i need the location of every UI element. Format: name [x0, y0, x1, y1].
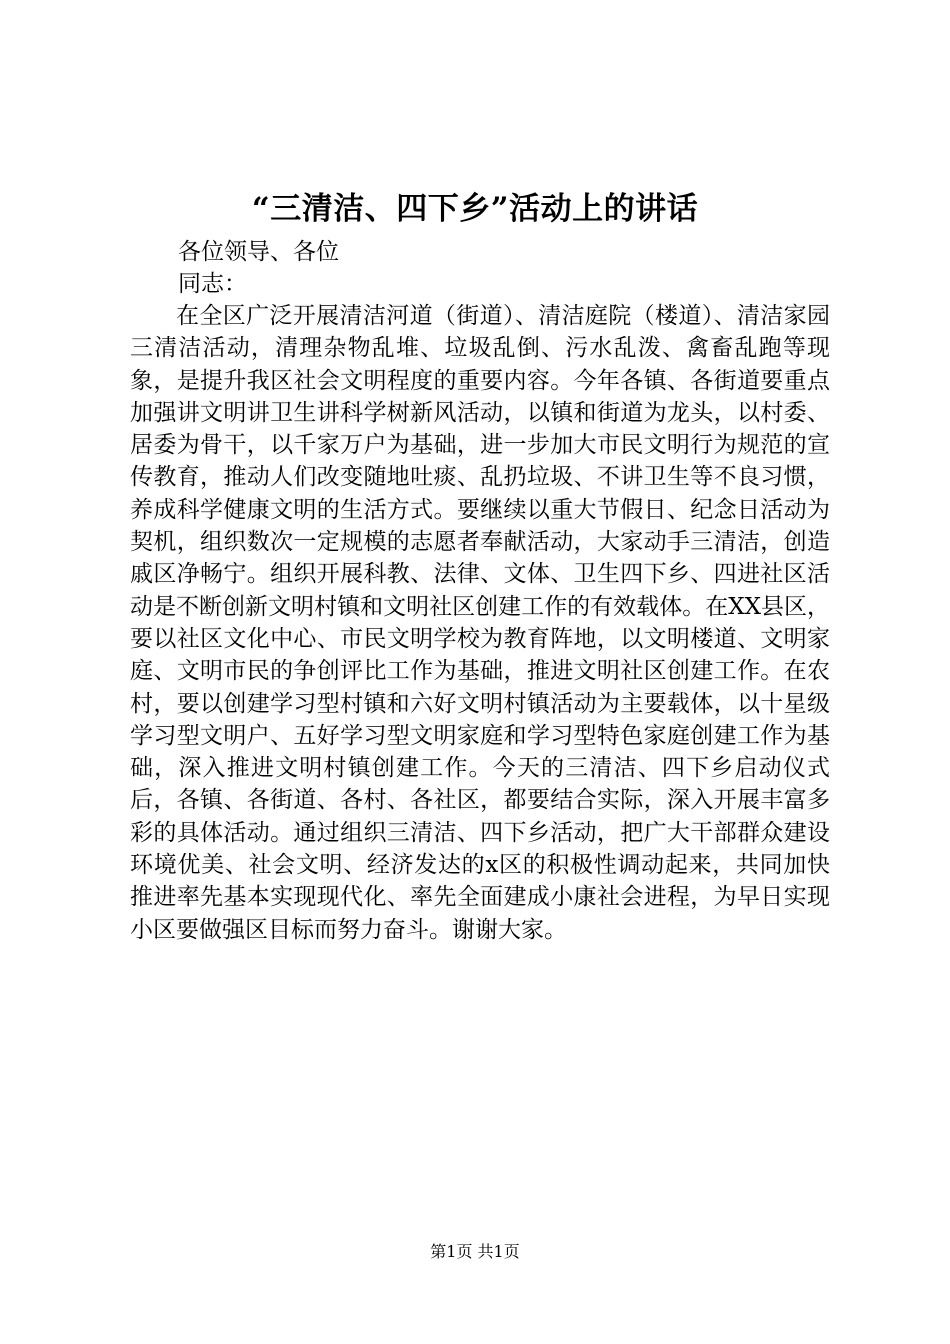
salutation-line-2: 同志： [178, 271, 247, 297]
body-paragraph: 在全区广泛开展清洁河道（街道）、清洁庭院（楼道）、清洁家园三清洁活动，清理杂物乱堆、垃圾乱倒、污水乱泼、禽畜乱跑等现象，是提升我区社会文明程度的重要内容。今年各镇、各街道要重点加强讲文明讲卫生讲科学树新风活动，以镇和街道为龙头，以村委、居委为骨干，以千家万户为基础，进一步加大市民文明行为规范的宣传教育，推动人们改变随地吐痰、乱扔垃圾、不讲卫生等不良习惯，养成科学健康文明的生活方式。要继续以重大节假日、纪念日活动为契机，组织数次一定规模的志愿者奉献活动，大家动手三清洁，创造戚区净畅宁。组织开展科教、法律、文体、卫生四下乡、四进社区活动是不断创新文明村镇和文明社区创建工作的有效载体。在XX县区，要以社区文化中心、市民文明学校为教育阵地，以文明楼道、文明家庭、文明市民的争创评比工作为基础，推进文明社区创建工作。在农村，要以创建学习型村镇和六好文明村镇活动为主要载体，以十星级学习型文明户、五好学习型文明家庭和学习型特色家庭创建工作为基础，深入推进文明村镇创建工作。今天的三清洁、四下乡启动仪式后，各镇、各街道、各村、各社区，都要结合实际，深入开展丰富多彩的具体活动。通过组织三清洁、四下乡活动，把广大干部群众建设环境优美、社会文明、经济发达的x区的积极性调动起来，共同加快推进率先基本实现现代化、率先全面建成小康社会进程，为早日实现小区要做强区目标而努力奋斗。谢谢大家。 [130, 303, 830, 943]
salutation-line-1: 各位领导、各位 [178, 239, 339, 265]
page-footer: 第1页 共1页 [430, 1242, 520, 1261]
document-title: “三清洁、四下乡”活动上的讲话 [251, 191, 699, 227]
salutation [178, 236, 339, 300]
